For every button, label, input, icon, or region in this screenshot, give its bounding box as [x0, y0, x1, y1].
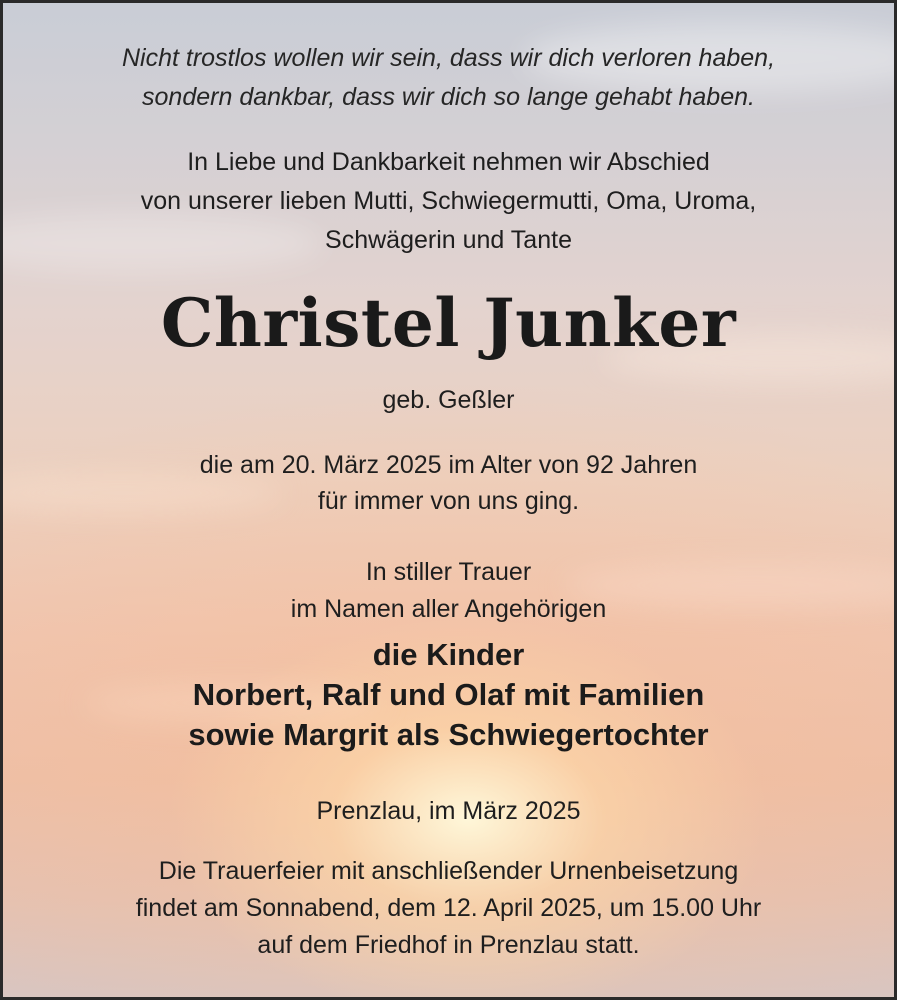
service-line: findet am Sonnabend, dem 12. April 2025, um 15.00 Uhr: [135, 894, 762, 922]
memorial-poem: [3, 39, 894, 117]
family-line: sowie Margrit als Schwiegertochter: [188, 717, 709, 752]
poem-line: Nicht trostlos wollen wir sein, dass wir dich verloren haben,: [121, 44, 776, 72]
funeral-service-info: [3, 853, 894, 964]
family-line: Norbert, Ralf und Olaf mit Familien: [192, 677, 705, 712]
intro-line: von unserer lieben Mutti, Schwiegermutti, Oma, Uroma,: [140, 187, 757, 215]
poem-line: sondern dankbar, dass wir dich so lange gehabt haben.: [142, 83, 755, 111]
service-line: Die Trauerfeier mit anschließender Urnenbeisetzung: [158, 857, 739, 885]
passing-line: die am 20. März 2025 im Alter von 92 Jahren: [199, 451, 698, 479]
mourners-line: im Namen aller Angehörigen: [290, 595, 607, 623]
mourners-intro: [3, 554, 894, 628]
place-and-date: Prenzlau, im März 2025: [316, 797, 581, 825]
intro-line: In Liebe und Dankbarkeit nehmen wir Abschied: [187, 148, 710, 176]
passing-line: für immer von uns ging.: [317, 487, 580, 515]
family-line: die Kinder: [372, 637, 525, 672]
maiden-name: geb. Geßler: [382, 386, 515, 414]
mourners-line: In stiller Trauer: [365, 558, 532, 586]
service-line: auf dem Friedhof in Prenzlau statt.: [257, 931, 640, 959]
passing-statement: [3, 447, 894, 519]
intro-line: Schwägerin und Tante: [325, 226, 572, 254]
family-names: [3, 635, 894, 755]
deceased-name: Christel Junker: [160, 284, 737, 362]
farewell-intro: [3, 143, 894, 260]
